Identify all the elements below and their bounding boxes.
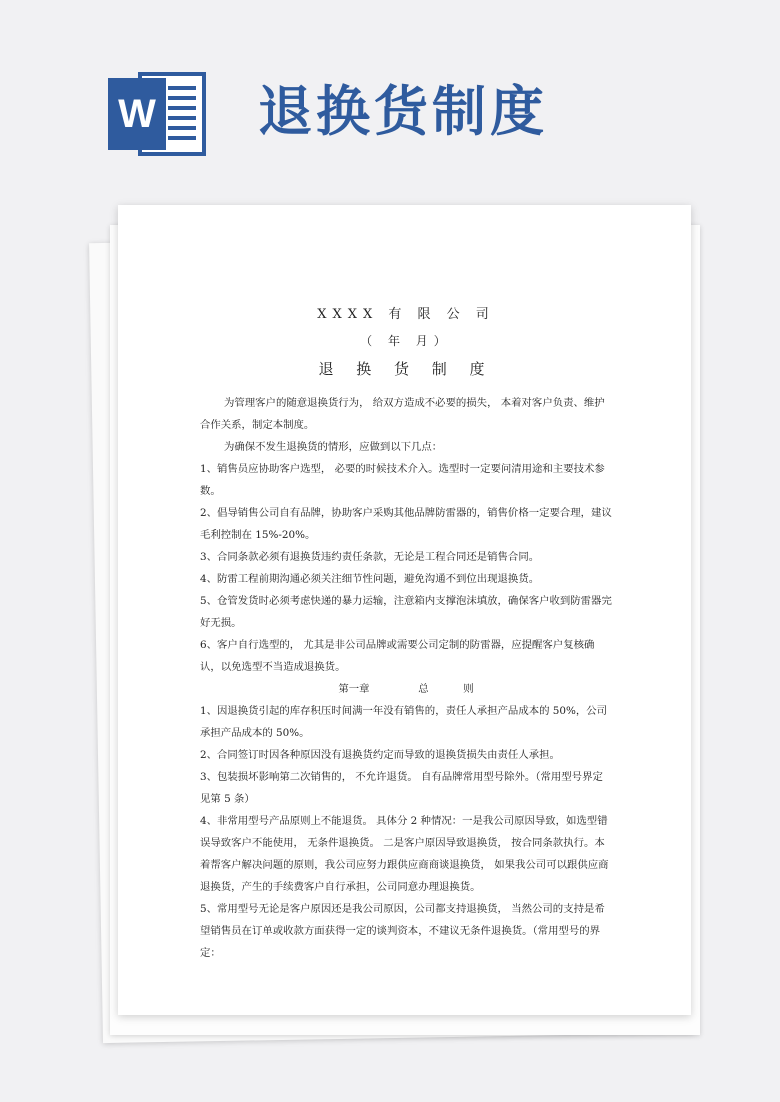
rule-item: 2、合同签订时因各种原因没有退换货约定而导致的退换货损失由责任人承担。: [200, 749, 560, 761]
document-page: [118, 205, 691, 1015]
chapter-title-part: 总: [418, 683, 429, 695]
rule-item: 5、常用型号无论是客户原因还是我公司原因，公司都支持退换货， 当然公司的支持是希望销售员在订单或收款方面获得一定的谈判资本，不建议无条件退换货。（常用型号的界定：: [200, 903, 605, 959]
list-item: 6、客户自行选型的， 尤其是非公司品牌或需要公司定制的防雷器，应提醒客户复核确认，以免选型不当造成退换货。: [200, 639, 595, 673]
list-item: 4、防雷工程前期沟通必须关注细节性问题，避免沟通不到位出现退换货。: [200, 573, 540, 585]
company-name: XXXX 有 限 公 司: [317, 307, 495, 322]
chapter-title-part: 则: [463, 683, 474, 695]
intro-paragraph: 为管理客户的随意退换货行为， 给双方造成不必要的损失， 本着对客户负责、维护合作关系，制定本制度。: [200, 397, 605, 431]
document-title: 退 换 货 制 度: [318, 360, 494, 378]
list-item: 3、合同条款必须有退换货违约责任条款，无论是工程合同还是销售合同。: [200, 551, 540, 563]
lead-paragraph: 为确保不发生退换货的情形，应做到以下几点：: [224, 441, 443, 453]
list-item: 5、仓管发货时必须考虑快递的暴力运输，注意箱内支撑泡沫填放，确保客户收到防雷器完好无损。: [200, 595, 612, 629]
rule-item: 1、因退换货引起的库存积压时间满一年没有销售的，责任人承担产品成本的 50%，公司承担产品成本的 50%。: [200, 705, 608, 739]
list-item: 1、销售员应协助客户选型， 必要的时候技术介入。选型时一定要问清用途和主要技术参数。: [200, 463, 605, 497]
word-icon-letter: W: [118, 92, 156, 136]
chapter-heading: [200, 678, 612, 700]
word-document-icon: [108, 68, 208, 160]
header-banner: [0, 0, 780, 200]
rule-item: 4、非常用型号产品原则上不能退货。 具体分 2 种情况：一是我公司原因导致，如选型错误导致客户不能使用， 无条件退换货。 二是客户原因导致退换货， 按合同条款执行。本着帮客户解决问题的原则，我公司应努力跟供应商商谈退换货， 如果我公司可以跟供应商退换货，产生的手续费客户自行承担，公司同意办理退换货。: [200, 815, 609, 893]
document-body: [200, 305, 612, 964]
list-item: 2、倡导销售公司自有品牌，协助客户采购其他品牌防雷器的，销售价格一定要合理，建议毛利控制在 15%-20%。: [200, 507, 612, 541]
page-title: 退换货制度: [258, 80, 548, 143]
rule-item: 3、包装损坏影响第二次销售的， 不允许退货。 自有品牌常用型号除外。（常用型号界定见第 5 条）: [200, 771, 603, 805]
year-month-line: （ 年 月）: [360, 334, 452, 348]
chapter-number: 第一章: [338, 683, 370, 695]
